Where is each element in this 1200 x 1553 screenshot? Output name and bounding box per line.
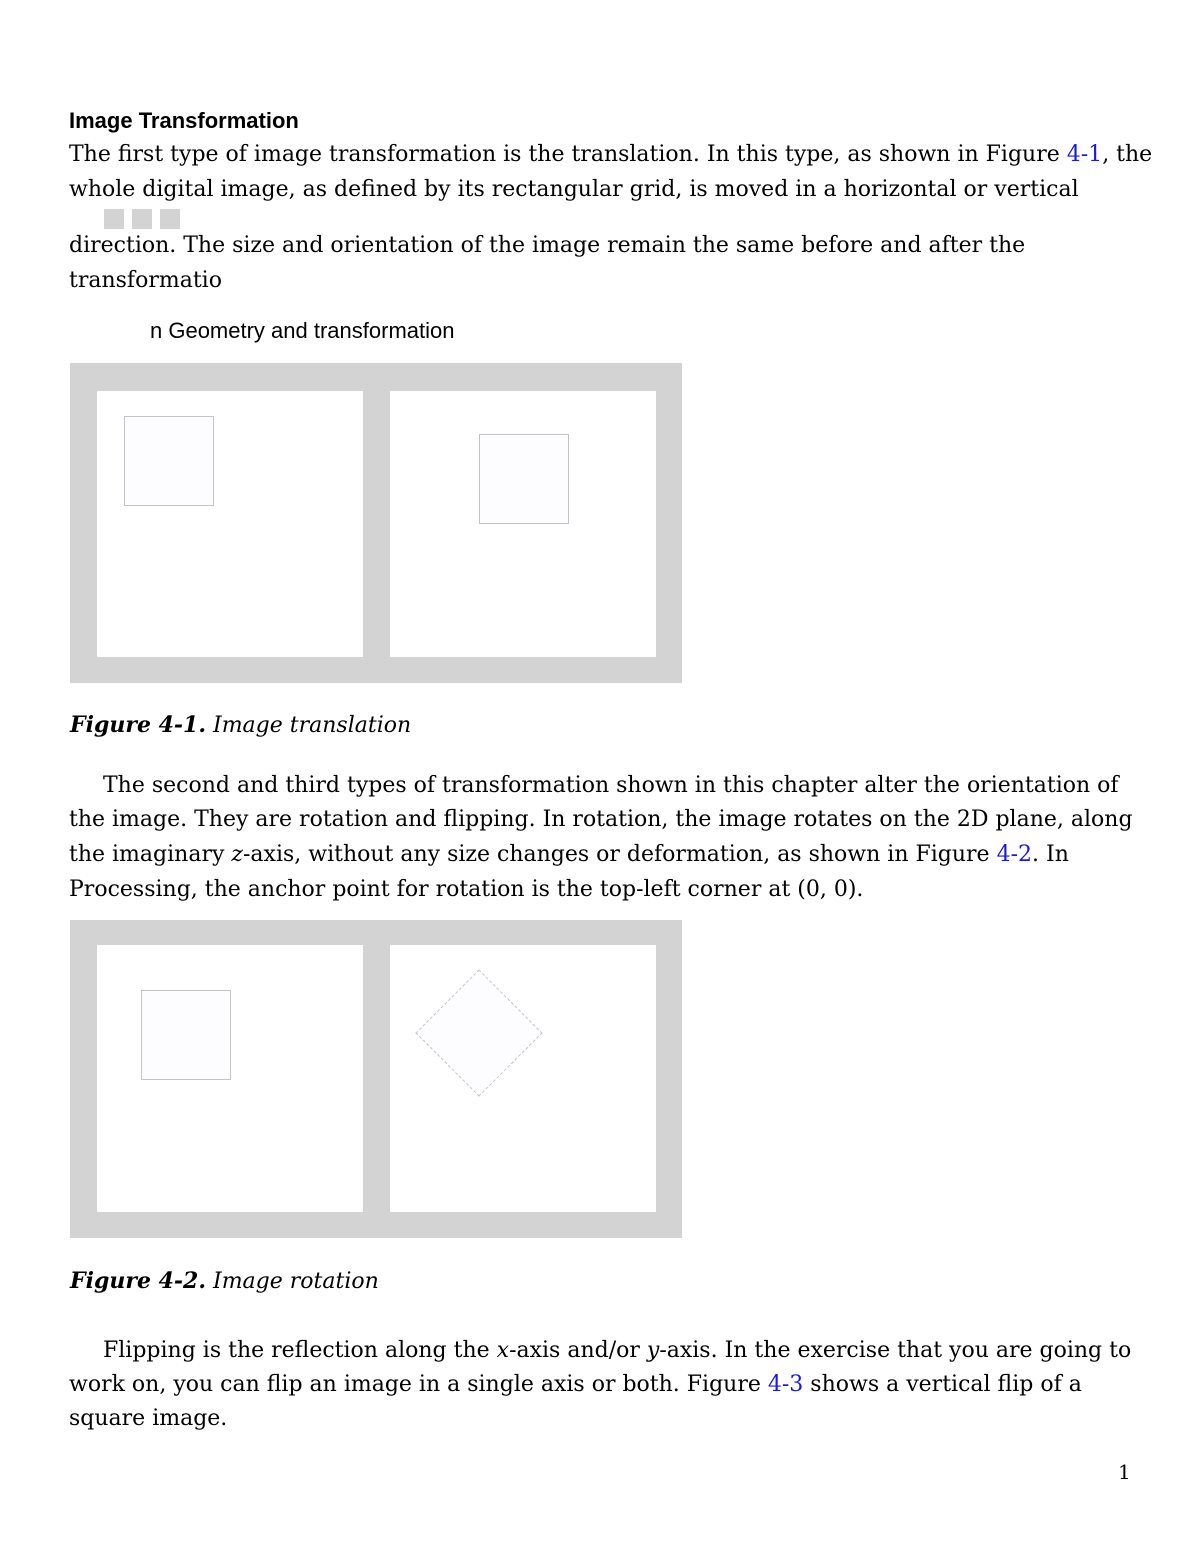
placeholder-block	[132, 209, 152, 229]
para1-text: The first type of image transformation is the translation. In this type, as shown in Figure	[69, 142, 1067, 167]
figure-label: Figure 4-2.	[70, 1268, 207, 1294]
figure-4-1-panel-before	[97, 391, 363, 657]
figure-caption-text: Image translation	[206, 713, 412, 738]
square-original	[124, 416, 214, 506]
para2-line4: Processing, the anchor point for rotation is the top-left corner at (0, 0).	[69, 877, 864, 902]
para1-line4: transformatio	[69, 268, 222, 293]
para1-line1	[69, 142, 1152, 168]
section-heading: Image Transformation	[69, 108, 299, 133]
figure-4-2-panel-after	[390, 945, 656, 1212]
para3-line3: square image.	[69, 1406, 228, 1431]
para3-line1	[103, 1338, 1131, 1364]
figure-4-2-panel-before	[97, 945, 363, 1212]
para3-text: -axis. In the exercise that you are going to	[659, 1338, 1132, 1363]
para2-line1: The second and third types of transformation shown in this chapter alter the orientation of	[103, 773, 1119, 798]
figure-caption-text: Image rotation	[206, 1269, 379, 1294]
para3-text: shows a vertical flip of a	[803, 1372, 1082, 1397]
square-translated	[479, 434, 569, 524]
variable-x: x	[496, 1338, 510, 1363]
placeholder-block	[160, 209, 180, 229]
figure-4-1-link[interactable]: 4-1	[1066, 142, 1103, 167]
figure-4-1	[70, 363, 682, 683]
para2-line2: the image. They are rotation and flipping. In rotation, the image rotates on the 2D plane, along	[69, 807, 1133, 832]
para2-text: the imaginary	[69, 842, 232, 867]
figure-4-1-caption	[70, 712, 411, 738]
variable-z: z	[231, 842, 243, 867]
figure-label: Figure 4-1.	[70, 712, 207, 738]
page-number: 1	[1118, 1460, 1131, 1484]
para3-line2	[69, 1372, 1082, 1398]
subheading: n Geometry and transformation	[150, 318, 455, 343]
square-original	[141, 990, 231, 1080]
placeholder-blocks	[104, 209, 188, 234]
para3-text: work on, you can flip an image in a single axis or both. Figure	[69, 1372, 768, 1397]
square-rotated	[415, 969, 542, 1096]
para1-text: , the	[1102, 142, 1153, 167]
para2-text: -axis, without any size changes or deformation, as shown in Figure	[242, 842, 997, 867]
para2-line3	[69, 842, 1069, 868]
para3-text: -axis and/or	[509, 1338, 647, 1363]
figure-4-2-link[interactable]: 4-2	[996, 842, 1033, 867]
para3-text: Flipping is the reflection along the	[103, 1338, 497, 1363]
figure-4-2	[70, 920, 682, 1238]
para1-line3: direction. The size and orientation of the image remain the same before and after the	[69, 233, 1026, 258]
figure-4-2-caption	[70, 1268, 379, 1294]
figure-4-1-panel-after	[390, 391, 656, 657]
para2-text: . In	[1032, 842, 1069, 867]
variable-y: y	[646, 1338, 660, 1363]
para1-line2: whole digital image, as defined by its rectangular grid, is moved in a horizontal or vertical	[69, 177, 1079, 202]
placeholder-block	[104, 209, 124, 229]
figure-4-3-link[interactable]: 4-3	[767, 1372, 804, 1397]
